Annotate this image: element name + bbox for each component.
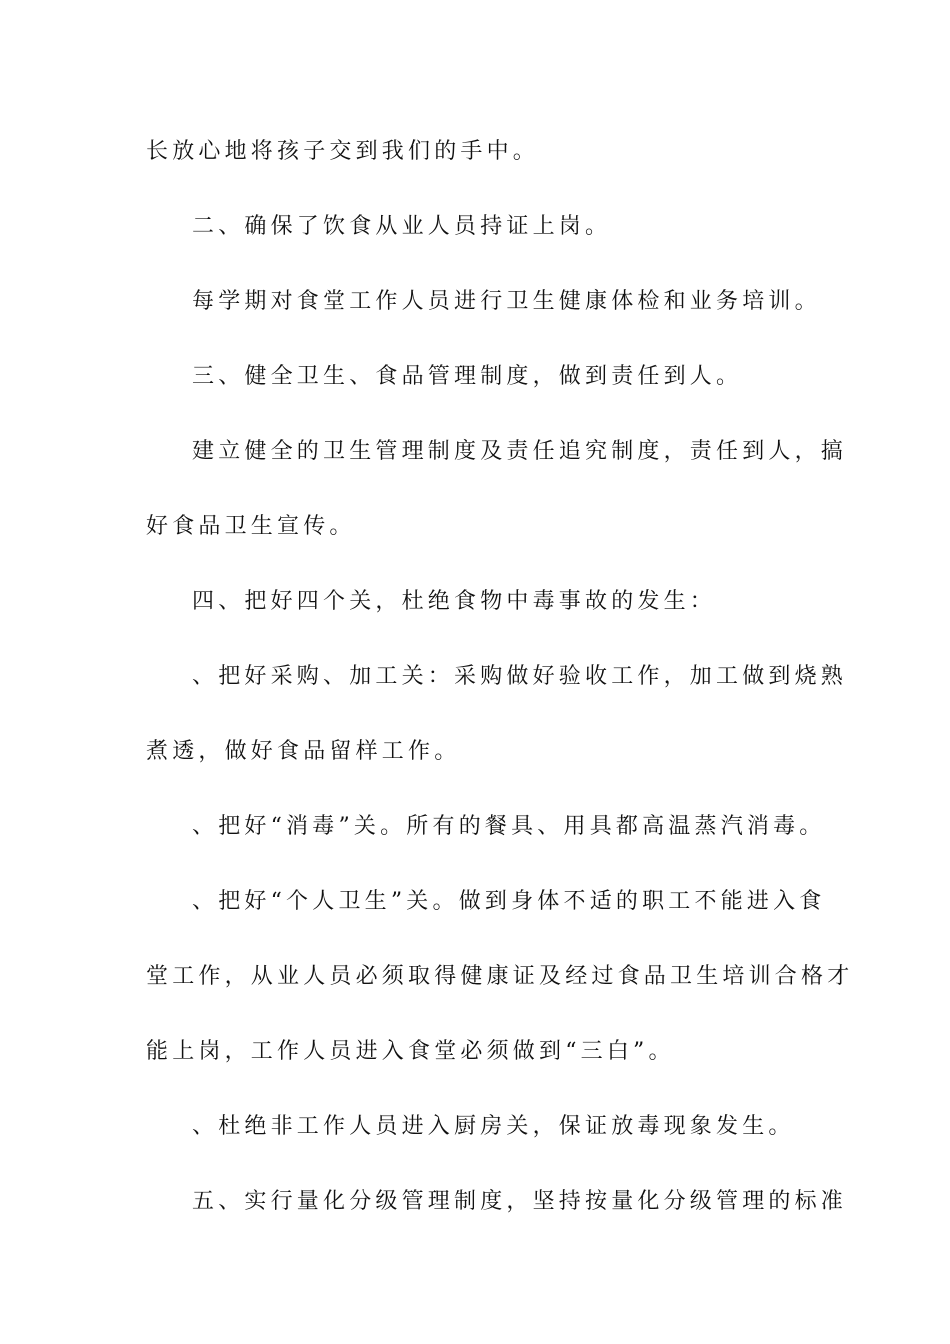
list-item: 、把好采购、加工关：采购做好验收工作，加工做到烧熟 [192, 664, 848, 689]
section-heading: 四、把好四个关，杜绝食物中毒事故的发生： [192, 589, 717, 614]
list-item: 、把好“个人卫生”关。做到身体不适的职工不能进入食 [192, 889, 826, 914]
list-item: 、杜绝非工作人员进入厨房关，保证放毒现象发生。 [192, 1114, 795, 1139]
section-heading: 二、确保了饮食从业人员持证上岗。 [192, 214, 612, 239]
paragraph-line: 煮透，做好食品留样工作。 [146, 739, 461, 764]
section-heading: 三、健全卫生、食品管理制度，做到责任到人。 [192, 364, 743, 389]
paragraph-line: 建立健全的卫生管理制度及责任追究制度，责任到人，搞 [192, 439, 848, 464]
paragraph-line: 好食品卫生宣传。 [146, 514, 356, 539]
paragraph-line: 能上岗，工作人员进入食堂必须做到“三白”。 [146, 1039, 675, 1064]
paragraph-line: 每学期对食堂工作人员进行卫生健康体检和业务培训。 [192, 289, 821, 314]
paragraph-line: 堂工作，从业人员必须取得健康证及经过食品卫生培训合格才 [146, 964, 854, 989]
list-item: 、把好“消毒”关。所有的餐具、用具都高温蒸汽消毒。 [192, 814, 826, 839]
paragraph-line: 长放心地将孩子交到我们的手中。 [146, 139, 540, 164]
section-heading: 五、实行量化分级管理制度，坚持按量化分级管理的标准 [192, 1189, 848, 1214]
